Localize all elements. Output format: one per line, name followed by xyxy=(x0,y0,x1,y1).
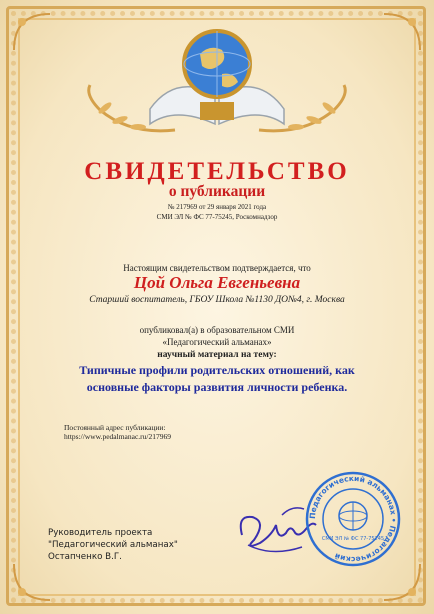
certificate-subtitle: о публикации xyxy=(168,183,266,200)
journal-name: «Педагогический альманах» xyxy=(162,337,272,347)
certificate-title: СВИДЕТЕЛЬСТВО xyxy=(84,158,350,185)
certificate-number: № 217969 от 29 января 2021 года xyxy=(167,203,267,211)
svg-text:Педагогический альманах • Педа: Педагогический альманах • Педагогический xyxy=(307,473,399,565)
topic-line-1: Типичные профили родительских отношений, как xyxy=(79,363,355,377)
signatory-project: "Педагогический альманах" xyxy=(48,540,178,550)
material-label: научный материал на тему: xyxy=(157,350,277,360)
svg-text:СМИ ЭЛ № ФС 77-75245: СМИ ЭЛ № ФС 77-75245 xyxy=(321,536,385,542)
signatory-role: Руководитель проекта xyxy=(48,528,153,538)
address-label: Постоянный адрес публикации: xyxy=(64,423,166,432)
confirm-text: Настоящим свидетельством подтверждается, что xyxy=(123,263,311,273)
corner-ornament-icon xyxy=(12,12,52,52)
seal-stamp-icon xyxy=(304,470,402,568)
globe-book-emblem-icon xyxy=(130,14,304,134)
corner-ornament-icon xyxy=(382,12,422,52)
address-url[interactable]: https://www.pedalmanac.ru/217969 xyxy=(64,432,171,441)
corner-ornament-icon xyxy=(382,562,422,602)
publication-topic xyxy=(30,362,404,396)
topic-line-2: основные факторы развития личности ребенка. xyxy=(86,380,348,394)
signatory-name: Остапченко В.Г. xyxy=(48,552,122,562)
published-text: опубликовал(а) в образовательном СМИ xyxy=(139,325,295,335)
registration-line: СМИ ЭЛ № ФС 77-75245, Роскомнадзор xyxy=(156,213,278,221)
author-position: Старший воспитатель, ГБОУ Школа №1130 ДО№4, г. Москва xyxy=(89,295,345,305)
corner-ornament-icon xyxy=(12,562,52,602)
author-name: Цой Ольга Евгеньевна xyxy=(133,273,301,292)
